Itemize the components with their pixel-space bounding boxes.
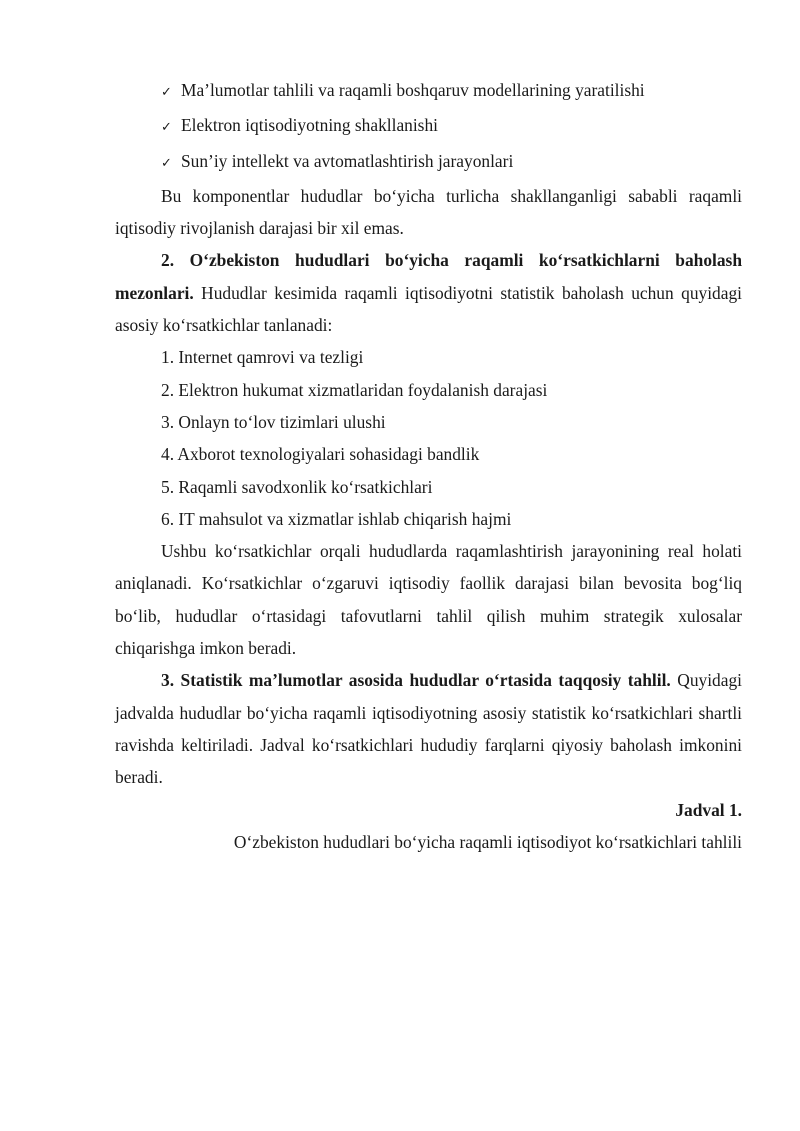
checkmark-icon: ✓ (161, 155, 172, 171)
section-3-text: Quyidagi jadvalda hududlar bo‘yicha raqamli iqtisodiyotning asosiy statistik ko‘rsatkichlari shartli ravishda keltiriladi. Jadval ko‘rsatkichlari hududiy farqlarni qiyosiy baholash imkonini beradi. (115, 670, 742, 788)
section-2-text: Hududlar kesimida raqamli iqtisodiyotni statistik baholash uchun quyidagi asosiy ko‘rsatkichlar tanlanadi: (115, 282, 742, 336)
checklist-item (115, 109, 742, 144)
checklist-item-text: Elektron iqtisodiyotning shakllanishi (181, 115, 438, 136)
table-label: Jadval 1. (675, 799, 742, 820)
checklist-item-text: Ma’lumotlar tahlili va raqamli boshqaruv modellarining yaratilishi (181, 80, 645, 100)
paragraph-components: Bu komponentlar hududlar bo‘yicha turlicha shakllanganligi sababli raqamli iqtisodiy rivojlanish darajasi bir xil emas. (115, 185, 742, 239)
checkmark-icon: ✓ (161, 120, 172, 136)
section-2-heading: 2. O‘zbekiston hududlari bo‘yicha raqamli ko‘rsatkichlarni baholash mezonlari. (115, 250, 742, 303)
section-2-paragraph (115, 244, 742, 341)
checklist-item (115, 74, 742, 109)
section-3-paragraph (115, 664, 742, 793)
paragraph-indicators: Ushbu ko‘rsatkichlar orqali hududlarda raqamlashtirish jarayonining real holati aniqlanadi. Ko‘rsatkichlar o‘zgaruvi iqtisodiy faollik darajasi bilan bevosita bog‘liq bo‘lib, hududlar o‘rtasidagi tafovutlarni tahlil qilish muhim strategik xulosalar chiqarishga imkon beradi. (115, 541, 742, 659)
criteria-list (115, 341, 742, 535)
criteria-item: 5. Raqamli savodxonlik ko‘rsatkichlari (161, 476, 433, 497)
criteria-item: 3. Onlayn to‘lov tizimlari ulushi (161, 411, 386, 432)
checklist-item-text: Sun’iy intellekt va avtomatlashtirish jarayonlari (181, 150, 514, 171)
table-caption: O‘zbekiston hududlari bo‘yicha raqamli iqtisodiyot ko‘rsatkichlari tahlili (233, 831, 742, 852)
criteria-item: 2. Elektron hukumat xizmatlaridan foydalanish darajasi (161, 379, 548, 400)
section-3-heading: 3. Statistik ma’lumotlar asosida hududlar o‘rtasida taqqosiy tahlil. (161, 670, 671, 691)
criteria-item: 6. IT mahsulot va xizmatlar ishlab chiqarish hajmi (161, 508, 512, 529)
checklist-item (115, 145, 742, 180)
checkmark-icon: ✓ (161, 85, 172, 100)
criteria-item: 4. Axborot texnologiyalari sohasidagi bandlik (161, 444, 480, 465)
criteria-item: 1. Internet qamrovi va tezligi (161, 347, 364, 368)
checklist (115, 74, 742, 180)
page-content (115, 74, 742, 858)
